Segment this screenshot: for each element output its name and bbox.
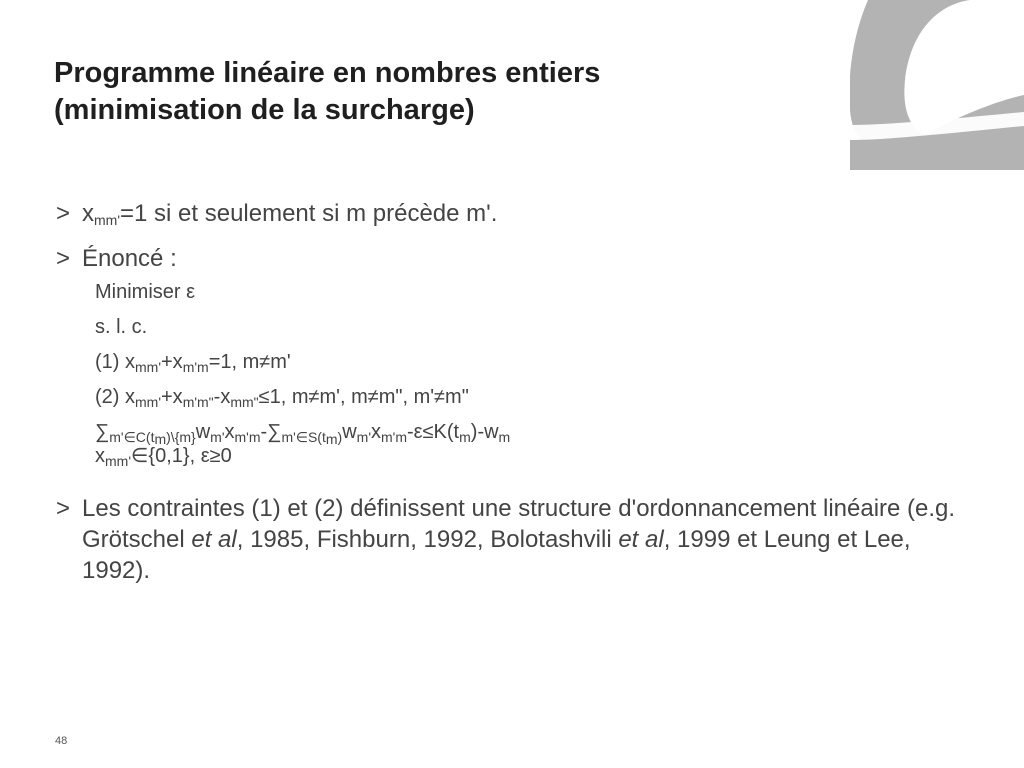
- slide-title: [54, 55, 600, 129]
- c3-sub: m: [498, 429, 511, 445]
- statement-heading: Énoncé :: [82, 245, 177, 272]
- c3-sub: m'∈S(t: [281, 429, 326, 445]
- title-line-2: (minimisation de la surcharge): [54, 94, 475, 126]
- sum-symbol: ∑: [95, 421, 110, 443]
- globe-logo-icon: [850, 0, 1024, 170]
- bullet-text: [82, 198, 976, 229]
- c3-sub: m'm: [234, 429, 261, 445]
- c3-part: x: [371, 421, 381, 443]
- ref-part: , 1999 et Leung et Lee, 1992).: [82, 526, 911, 584]
- c3-part: x: [224, 421, 235, 443]
- c1-part: =1, m≠m': [208, 351, 291, 373]
- c3-sub: m': [210, 429, 225, 445]
- sum-symbol: -∑: [260, 421, 282, 443]
- c2-sub: m'm": [182, 394, 214, 410]
- ref-part: , 1985, Fishburn, 1992, Bolotashvili: [236, 526, 619, 553]
- references-text: [82, 493, 976, 586]
- c3-part: w: [342, 421, 357, 443]
- c3-part: -ε≤K(t: [407, 421, 460, 443]
- c2-sub: mm': [135, 394, 161, 410]
- bullet-marker: >: [56, 245, 71, 272]
- objective-line: Minimiser ε: [95, 281, 196, 303]
- ref-italic: et al: [191, 526, 237, 553]
- c3-sub: m: [154, 431, 167, 447]
- c2-part: +x: [161, 386, 183, 408]
- bullet-statement: [56, 243, 976, 274]
- subscript: mm': [94, 212, 120, 228]
- c3-sub: )\{m}: [166, 429, 196, 445]
- slide-content: [56, 198, 976, 586]
- ref-italic: et al: [618, 526, 664, 553]
- sum-index: [281, 429, 342, 447]
- ref-part: Les contraintes (1) et (2) définissent une structure d'ordonnancement linéaire (e.g. Grötschel: [82, 495, 956, 553]
- c1-part: +x: [161, 351, 183, 373]
- formulation-list: [95, 278, 976, 477]
- c4-part: ∈{0,1}, ε≥0: [131, 445, 232, 467]
- constraint-3: [95, 418, 976, 447]
- c1-part: (1) x: [95, 351, 135, 373]
- definition-text: =1 si et seulement si m précède m'.: [120, 200, 498, 227]
- var-x: x: [82, 200, 94, 227]
- c3-sub: m': [356, 429, 371, 445]
- c1-sub: mm': [135, 359, 161, 375]
- c3-part: w: [195, 421, 211, 443]
- c1-sub: m'm: [182, 359, 209, 375]
- bullet-definition: [56, 198, 976, 229]
- c3-sub: m: [459, 429, 471, 445]
- c2-part: -x: [213, 386, 231, 408]
- c4-part: x: [95, 445, 105, 467]
- subject-to-line: s. l. c.: [95, 316, 148, 338]
- c3-sub: m: [325, 431, 338, 447]
- bullet-references: [56, 493, 976, 586]
- c2-sub: mm": [230, 394, 259, 410]
- c3-sub: m'm: [381, 429, 407, 445]
- bullet-marker: >: [56, 200, 71, 227]
- page-number: 48: [55, 735, 68, 747]
- c3-sub: m'∈C(t: [109, 429, 155, 445]
- constraint-domain: [95, 442, 976, 477]
- c3-sub: ): [337, 429, 343, 445]
- bullet-marker: >: [56, 495, 71, 522]
- constraint-2: [95, 383, 976, 418]
- c4-sub: mm': [105, 453, 131, 469]
- constraint-1: [95, 348, 976, 383]
- title-line-1: Programme linéaire en nombres entiers: [54, 57, 601, 89]
- c2-part: ≤1, m≠m', m≠m", m'≠m": [258, 386, 469, 408]
- c2-part: (2) x: [95, 386, 135, 408]
- c3-part: )-w: [470, 421, 499, 443]
